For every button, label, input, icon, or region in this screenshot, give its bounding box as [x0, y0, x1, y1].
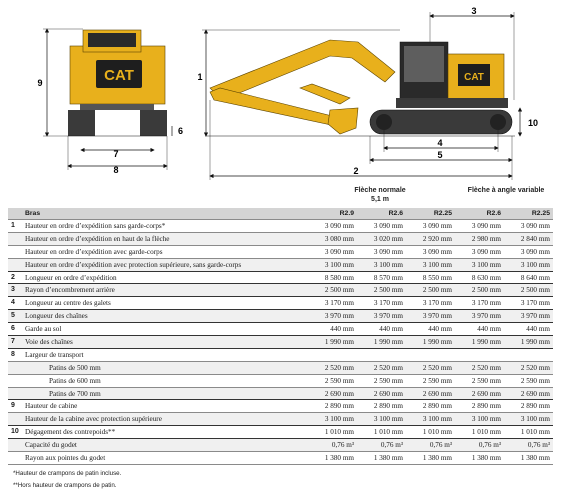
row-value: 2 500 mm — [504, 284, 553, 297]
row-value: 3 100 mm — [357, 413, 406, 426]
row-label: Hauteur de cabine — [23, 400, 308, 413]
row-value — [357, 348, 406, 361]
row-value: 2 890 mm — [406, 400, 455, 413]
table-header-row — [8, 208, 553, 220]
row-number — [8, 361, 23, 374]
row-value: 2 890 mm — [308, 400, 357, 413]
row-value: 2 520 mm — [504, 361, 553, 374]
row-value: 440 mm — [406, 323, 455, 336]
side-view — [205, 40, 515, 136]
dim-label-1: 1 — [197, 72, 203, 82]
row-value: 8 550 mm — [406, 271, 455, 284]
row-value: 2 520 mm — [406, 361, 455, 374]
row-value: 2 520 mm — [455, 361, 504, 374]
row-value: 1 990 mm — [357, 336, 406, 349]
front-view — [68, 30, 167, 136]
dim-label-2: 2 — [353, 166, 359, 176]
row-value: 0,76 m³ — [308, 439, 357, 452]
row-value: 8 640 mm — [504, 271, 553, 284]
row-value: 440 mm — [357, 323, 406, 336]
row-value: 2 590 mm — [308, 374, 357, 387]
row-value: 2 590 mm — [406, 374, 455, 387]
table-row — [8, 297, 553, 310]
table-row — [8, 361, 553, 374]
row-label: Hauteur en ordre d’expédition sans garde-corps* — [23, 220, 308, 233]
row-value — [406, 348, 455, 361]
row-number: 5 — [8, 310, 23, 323]
row-label: Patins de 600 mm — [23, 374, 308, 387]
row-value: 2 890 mm — [504, 400, 553, 413]
row-value: 1 010 mm — [308, 426, 357, 439]
header-col-3: R2.6 — [455, 208, 504, 220]
footnote-1: *Hauteur de crampons de patin incluse. — [13, 470, 122, 477]
table-row — [8, 374, 553, 387]
row-value: 3 100 mm — [308, 413, 357, 426]
row-value: 2 920 mm — [406, 232, 455, 245]
row-value: 3 090 mm — [308, 245, 357, 258]
dim-label-5: 5 — [437, 150, 443, 160]
row-label: Hauteur en ordre d’expédition avec garde-corps — [23, 245, 308, 258]
header-col-0: R2.9 — [308, 208, 357, 220]
cat-logo-front: CAT — [104, 67, 134, 84]
row-value: 440 mm — [455, 323, 504, 336]
row-value: 3 100 mm — [455, 258, 504, 271]
row-label: Patins de 700 mm — [23, 387, 308, 400]
row-label: Voie des chaînes — [23, 336, 308, 349]
table-row — [8, 232, 553, 245]
row-number: 4 — [8, 297, 23, 310]
row-value: 2 590 mm — [357, 374, 406, 387]
row-value: 1 380 mm — [406, 452, 455, 465]
row-value — [504, 348, 553, 361]
row-number — [8, 439, 23, 452]
row-value: 2 590 mm — [455, 374, 504, 387]
row-value: 1 990 mm — [406, 336, 455, 349]
row-number: 1 — [8, 220, 23, 233]
row-value: 1 010 mm — [406, 426, 455, 439]
row-value: 2 500 mm — [455, 284, 504, 297]
row-value: 1 380 mm — [308, 452, 357, 465]
row-value: 3 090 mm — [504, 220, 553, 233]
row-label: Rayon aux pointes du godet — [23, 452, 308, 465]
table-row — [8, 439, 553, 452]
row-value: 3 090 mm — [406, 245, 455, 258]
row-number — [8, 374, 23, 387]
row-value: 3 090 mm — [357, 220, 406, 233]
row-label: Garde au sol — [23, 323, 308, 336]
row-value: 3 100 mm — [504, 413, 553, 426]
row-value: 3 970 mm — [504, 310, 553, 323]
row-value: 1 990 mm — [308, 336, 357, 349]
dim-label-7: 7 — [113, 149, 119, 159]
row-value: 3 100 mm — [308, 258, 357, 271]
row-value — [308, 348, 357, 361]
row-number — [8, 387, 23, 400]
row-value: 3 020 mm — [357, 232, 406, 245]
row-value: 3 170 mm — [455, 297, 504, 310]
row-label: Hauteur de la cabine avec protection supérieure — [23, 413, 308, 426]
row-value: 2 520 mm — [308, 361, 357, 374]
row-number: 10 — [8, 426, 23, 439]
row-value: 3 170 mm — [357, 297, 406, 310]
row-value: 0,76 m³ — [504, 439, 553, 452]
header-fleche-normale-sub: 5,1 m — [371, 196, 389, 203]
row-value: 0,76 m³ — [455, 439, 504, 452]
row-value: 3 970 mm — [308, 310, 357, 323]
row-value: 2 980 mm — [455, 232, 504, 245]
table-row — [8, 284, 553, 297]
row-value: 3 100 mm — [406, 413, 455, 426]
row-value: 3 100 mm — [406, 258, 455, 271]
row-value: 3 170 mm — [308, 297, 357, 310]
table-row — [8, 258, 553, 271]
row-value: 440 mm — [504, 323, 553, 336]
row-value: 8 630 mm — [455, 271, 504, 284]
table-row — [8, 400, 553, 413]
row-number — [8, 232, 23, 245]
row-value: 1 010 mm — [504, 426, 553, 439]
header-fleche-variable: Flèche à angle variable — [467, 187, 545, 194]
footnote-2: **Hors hauteur de crampons de patin. — [13, 482, 117, 489]
row-label: Largeur de transport — [23, 348, 308, 361]
row-value: 3 100 mm — [504, 258, 553, 271]
row-value: 3 100 mm — [455, 413, 504, 426]
row-value: 2 500 mm — [308, 284, 357, 297]
row-value: 3 090 mm — [455, 220, 504, 233]
excavator-dimension-diagram — [0, 0, 569, 186]
row-value: 1 990 mm — [504, 336, 553, 349]
table-row — [8, 413, 553, 426]
cat-logo-side: CAT — [464, 72, 484, 83]
row-value: 3 090 mm — [357, 245, 406, 258]
row-value: 1 380 mm — [357, 452, 406, 465]
row-label: Longueur des chaînes — [23, 310, 308, 323]
row-number — [8, 413, 23, 426]
row-label: Patins de 500 mm — [23, 361, 308, 374]
dimensions-table — [8, 208, 553, 465]
dim-label-3: 3 — [471, 6, 477, 16]
row-label: Longueur en ordre d’expédition — [23, 271, 308, 284]
header-num-cell — [8, 208, 23, 220]
header-fleche-normale-text: Flèche normale — [354, 187, 406, 194]
table-row — [8, 310, 553, 323]
row-value: 3 970 mm — [357, 310, 406, 323]
row-number — [8, 452, 23, 465]
row-value: 1 990 mm — [455, 336, 504, 349]
row-value: 2 690 mm — [406, 387, 455, 400]
row-label: Longueur au centre des galets — [23, 297, 308, 310]
row-value: 2 690 mm — [455, 387, 504, 400]
row-value: 2 840 mm — [504, 232, 553, 245]
table-row — [8, 271, 553, 284]
row-value: 8 570 mm — [357, 271, 406, 284]
dim-label-9: 9 — [37, 78, 43, 88]
row-value: 3 170 mm — [406, 297, 455, 310]
row-label: Capacité du godet — [23, 439, 308, 452]
row-value: 3 090 mm — [504, 245, 553, 258]
row-label: Hauteur en ordre d’expédition avec protection supérieure, sans garde-corps — [23, 258, 308, 271]
row-value: 3 090 mm — [308, 220, 357, 233]
row-value: 1 380 mm — [455, 452, 504, 465]
row-value: 0,76 m³ — [357, 439, 406, 452]
table-row — [8, 426, 553, 439]
row-value: 2 520 mm — [357, 361, 406, 374]
row-value: 2 890 mm — [357, 400, 406, 413]
table-row — [8, 387, 553, 400]
row-value: 2 690 mm — [357, 387, 406, 400]
row-value: 1 380 mm — [504, 452, 553, 465]
row-value: 1 010 mm — [357, 426, 406, 439]
row-value: 3 970 mm — [406, 310, 455, 323]
dim-label-6: 6 — [178, 126, 184, 136]
row-number: 6 — [8, 323, 23, 336]
row-value: 3 100 mm — [357, 258, 406, 271]
row-value: 8 580 mm — [308, 271, 357, 284]
row-number — [8, 258, 23, 271]
row-label: Dégagement des contrepoids** — [23, 426, 308, 439]
row-value — [455, 348, 504, 361]
table-row — [8, 245, 553, 258]
table-row — [8, 220, 553, 233]
row-number — [8, 245, 23, 258]
row-value: 2 890 mm — [455, 400, 504, 413]
header-col-4: R2.25 — [504, 208, 553, 220]
row-number: 3 — [8, 284, 23, 297]
row-number: 8 — [8, 348, 23, 361]
row-label: Rayon d’encombrement arrière — [23, 284, 308, 297]
header-label-cell: Bras — [23, 208, 308, 220]
header-col-2: R2.25 — [406, 208, 455, 220]
table-row — [8, 336, 553, 349]
table-row — [8, 323, 553, 336]
dim-label-8: 8 — [113, 165, 119, 175]
header-col-1: R2.6 — [357, 208, 406, 220]
row-value: 2 500 mm — [357, 284, 406, 297]
row-value: 2 500 mm — [406, 284, 455, 297]
row-label: Hauteur en ordre d’expédition en haut de la flèche — [23, 232, 308, 245]
row-value: 3 090 mm — [406, 220, 455, 233]
header-fleche-normale — [350, 186, 410, 204]
row-value: 1 010 mm — [455, 426, 504, 439]
row-value: 3 090 mm — [455, 245, 504, 258]
row-value: 3 080 mm — [308, 232, 357, 245]
row-number: 7 — [8, 336, 23, 349]
row-value: 2 690 mm — [308, 387, 357, 400]
row-value: 3 970 mm — [455, 310, 504, 323]
dim-label-10: 10 — [528, 118, 539, 128]
row-value: 3 170 mm — [504, 297, 553, 310]
table-row — [8, 452, 553, 465]
row-value: 440 mm — [308, 323, 357, 336]
row-number: 9 — [8, 400, 23, 413]
row-value: 2 590 mm — [504, 374, 553, 387]
row-number: 2 — [8, 271, 23, 284]
table-row — [8, 348, 553, 361]
row-value: 2 690 mm — [504, 387, 553, 400]
row-value: 0,76 m³ — [406, 439, 455, 452]
dim-label-4: 4 — [437, 138, 443, 148]
